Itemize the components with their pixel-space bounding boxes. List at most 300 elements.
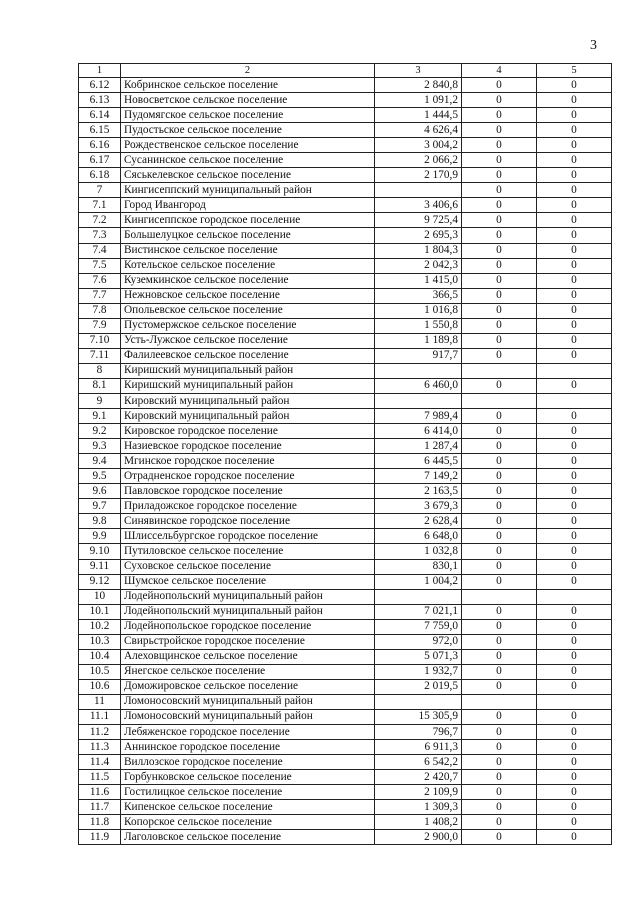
name-cell: Фалилеевское сельское поселение xyxy=(121,348,375,363)
row-number-cell: 9.10 xyxy=(79,544,121,559)
name-cell: Суховское сельское поселение xyxy=(121,559,375,574)
col4-cell: 0 xyxy=(462,78,537,93)
row-number-cell: 9.1 xyxy=(79,409,121,424)
col4-cell: 0 xyxy=(462,123,537,138)
value-cell: 3 679,3 xyxy=(375,499,462,514)
value-cell xyxy=(375,363,462,378)
value-cell: 2 840,8 xyxy=(375,78,462,93)
col5-cell: 0 xyxy=(537,78,612,93)
col5-cell: 0 xyxy=(537,228,612,243)
row-number-cell: 6.16 xyxy=(79,138,121,153)
col4-cell: 0 xyxy=(462,378,537,393)
name-cell: Доможировское сельское поселение xyxy=(121,679,375,694)
col4-cell: 0 xyxy=(462,288,537,303)
col4-cell: 0 xyxy=(462,574,537,589)
value-cell: 2 066,2 xyxy=(375,153,462,168)
col4-cell: 0 xyxy=(462,243,537,258)
col4-cell: 0 xyxy=(462,634,537,649)
table-row xyxy=(79,619,612,634)
table-row xyxy=(79,514,612,529)
table-row xyxy=(79,409,612,424)
row-number-cell: 9.5 xyxy=(79,469,121,484)
col5-cell: 0 xyxy=(537,168,612,183)
value-cell: 7 021,1 xyxy=(375,604,462,619)
name-cell: Аннинское городское поселение xyxy=(121,740,375,755)
name-cell: Шлиссельбургское городское поселение xyxy=(121,529,375,544)
col5-cell: 0 xyxy=(537,574,612,589)
col4-cell: 0 xyxy=(462,303,537,318)
col5-cell xyxy=(537,393,612,408)
table-row xyxy=(79,363,612,378)
table-body xyxy=(79,78,612,845)
value-cell: 6 648,0 xyxy=(375,529,462,544)
table-row xyxy=(79,830,612,845)
table-row xyxy=(79,649,612,664)
row-number-cell: 11.3 xyxy=(79,740,121,755)
col4-cell: 0 xyxy=(462,213,537,228)
table-row xyxy=(79,544,612,559)
row-number-cell: 11.5 xyxy=(79,770,121,785)
col5-cell: 0 xyxy=(537,213,612,228)
value-cell: 15 305,9 xyxy=(375,709,462,724)
col4-cell: 0 xyxy=(462,725,537,740)
table-row xyxy=(79,93,612,108)
value-cell: 1 804,3 xyxy=(375,243,462,258)
row-number-cell: 6.12 xyxy=(79,78,121,93)
table-row xyxy=(79,740,612,755)
col4-cell: 0 xyxy=(462,258,537,273)
col4-cell: 0 xyxy=(462,499,537,514)
value-cell: 5 071,3 xyxy=(375,649,462,664)
col4-cell: 0 xyxy=(462,348,537,363)
row-number-cell: 11.2 xyxy=(79,725,121,740)
table-row xyxy=(79,770,612,785)
col4-cell: 0 xyxy=(462,409,537,424)
row-number-cell: 7.2 xyxy=(79,213,121,228)
col5-cell: 0 xyxy=(537,138,612,153)
header-row xyxy=(79,64,612,78)
value-cell: 1 287,4 xyxy=(375,439,462,454)
row-number-cell: 8 xyxy=(79,363,121,378)
col4-cell: 0 xyxy=(462,800,537,815)
col4-cell: 0 xyxy=(462,755,537,770)
column-header: 3 xyxy=(375,64,462,78)
table-row xyxy=(79,333,612,348)
row-number-cell: 7.10 xyxy=(79,333,121,348)
name-cell: Пудомягское сельское поселение xyxy=(121,108,375,123)
name-cell: Шумское сельское поселение xyxy=(121,574,375,589)
col4-cell: 0 xyxy=(462,138,537,153)
col4-cell xyxy=(462,393,537,408)
name-cell: Ломоносовский муниципальный район xyxy=(121,694,375,709)
col4-cell: 0 xyxy=(462,454,537,469)
col4-cell: 0 xyxy=(462,649,537,664)
col5-cell: 0 xyxy=(537,649,612,664)
row-number-cell: 11.1 xyxy=(79,709,121,724)
name-cell: Сусанинское сельское поселение xyxy=(121,153,375,168)
col5-cell: 0 xyxy=(537,454,612,469)
row-number-cell: 9 xyxy=(79,393,121,408)
table-row xyxy=(79,815,612,830)
value-cell: 2 109,9 xyxy=(375,785,462,800)
name-cell: Кобринское сельское поселение xyxy=(121,78,375,93)
table-row xyxy=(79,228,612,243)
name-cell: Киришский муниципальный район xyxy=(121,378,375,393)
col5-cell: 0 xyxy=(537,664,612,679)
value-cell xyxy=(375,393,462,408)
value-cell: 2 163,5 xyxy=(375,484,462,499)
value-cell: 6 911,3 xyxy=(375,740,462,755)
table-row xyxy=(79,348,612,363)
col4-cell: 0 xyxy=(462,785,537,800)
value-cell: 972,0 xyxy=(375,634,462,649)
row-number-cell: 6.18 xyxy=(79,168,121,183)
name-cell: Кировский муниципальный район xyxy=(121,393,375,408)
value-cell: 7 759,0 xyxy=(375,619,462,634)
value-cell: 830,1 xyxy=(375,559,462,574)
row-number-cell: 7.8 xyxy=(79,303,121,318)
col4-cell: 0 xyxy=(462,559,537,574)
table-row xyxy=(79,168,612,183)
value-cell: 3 004,2 xyxy=(375,138,462,153)
col4-cell: 0 xyxy=(462,709,537,724)
col5-cell: 0 xyxy=(537,108,612,123)
name-cell: Мгинское городское поселение xyxy=(121,454,375,469)
value-cell: 2 628,4 xyxy=(375,514,462,529)
table-row xyxy=(79,574,612,589)
name-cell: Гостилицкое сельское поселение xyxy=(121,785,375,800)
row-number-cell: 10.4 xyxy=(79,649,121,664)
table-row xyxy=(79,725,612,740)
name-cell: Котельское сельское поселение xyxy=(121,258,375,273)
col4-cell: 0 xyxy=(462,830,537,845)
col5-cell: 0 xyxy=(537,318,612,333)
name-cell: Кировское городское поселение xyxy=(121,424,375,439)
column-header: 4 xyxy=(462,64,537,78)
table-row xyxy=(79,153,612,168)
table-row xyxy=(79,679,612,694)
table-row xyxy=(79,288,612,303)
page-number: 3 xyxy=(590,38,597,53)
col5-cell: 0 xyxy=(537,559,612,574)
name-cell: Свирьстройское городское поселение xyxy=(121,634,375,649)
table-row xyxy=(79,709,612,724)
row-number-cell: 9.6 xyxy=(79,484,121,499)
col5-cell: 0 xyxy=(537,153,612,168)
name-cell: Опольевское сельское поселение xyxy=(121,303,375,318)
name-cell: Вистинское сельское поселение xyxy=(121,243,375,258)
table-row xyxy=(79,424,612,439)
value-cell: 1 189,8 xyxy=(375,333,462,348)
col4-cell: 0 xyxy=(462,108,537,123)
table-row xyxy=(79,108,612,123)
col5-cell xyxy=(537,363,612,378)
row-number-cell: 9.3 xyxy=(79,439,121,454)
table-row xyxy=(79,499,612,514)
value-cell: 2 170,9 xyxy=(375,168,462,183)
col5-cell: 0 xyxy=(537,258,612,273)
value-cell: 796,7 xyxy=(375,725,462,740)
value-cell: 6 460,0 xyxy=(375,378,462,393)
name-cell: Копорское сельское поселение xyxy=(121,815,375,830)
name-cell: Сяськелевское сельское поселение xyxy=(121,168,375,183)
col5-cell: 0 xyxy=(537,273,612,288)
value-cell: 7 149,2 xyxy=(375,469,462,484)
row-number-cell: 7.3 xyxy=(79,228,121,243)
col5-cell: 0 xyxy=(537,123,612,138)
value-cell: 1 444,5 xyxy=(375,108,462,123)
table-row xyxy=(79,393,612,408)
row-number-cell: 7.1 xyxy=(79,198,121,213)
table-row xyxy=(79,664,612,679)
col4-cell xyxy=(462,589,537,604)
value-cell: 2 042,3 xyxy=(375,258,462,273)
row-number-cell: 6.17 xyxy=(79,153,121,168)
col4-cell: 0 xyxy=(462,529,537,544)
table-row xyxy=(79,303,612,318)
value-cell: 2 420,7 xyxy=(375,770,462,785)
col4-cell: 0 xyxy=(462,815,537,830)
col5-cell: 0 xyxy=(537,348,612,363)
name-cell: Рождественское сельское поселение xyxy=(121,138,375,153)
table-row xyxy=(79,318,612,333)
col4-cell: 0 xyxy=(462,770,537,785)
col5-cell: 0 xyxy=(537,183,612,198)
row-number-cell: 10.1 xyxy=(79,604,121,619)
name-cell: Большелуцкое сельское поселение xyxy=(121,228,375,243)
col5-cell: 0 xyxy=(537,243,612,258)
name-cell: Путиловское сельское поселение xyxy=(121,544,375,559)
value-cell: 1 309,3 xyxy=(375,800,462,815)
table-row xyxy=(79,559,612,574)
value-cell: 3 406,6 xyxy=(375,198,462,213)
col5-cell: 0 xyxy=(537,484,612,499)
name-cell: Куземкинское сельское поселение xyxy=(121,273,375,288)
col5-cell: 0 xyxy=(537,815,612,830)
col4-cell: 0 xyxy=(462,484,537,499)
name-cell: Кингисеппский муниципальный район xyxy=(121,183,375,198)
row-number-cell: 9.2 xyxy=(79,424,121,439)
row-number-cell: 11 xyxy=(79,694,121,709)
name-cell: Виллозское городское поселение xyxy=(121,755,375,770)
row-number-cell: 7.5 xyxy=(79,258,121,273)
table-row xyxy=(79,213,612,228)
value-cell xyxy=(375,183,462,198)
column-header: 2 xyxy=(121,64,375,78)
col5-cell: 0 xyxy=(537,679,612,694)
value-cell: 7 989,4 xyxy=(375,409,462,424)
col5-cell: 0 xyxy=(537,333,612,348)
col4-cell: 0 xyxy=(462,168,537,183)
value-cell: 1 550,8 xyxy=(375,318,462,333)
col4-cell: 0 xyxy=(462,740,537,755)
name-cell: Горбунковское сельское поселение xyxy=(121,770,375,785)
col5-cell xyxy=(537,589,612,604)
row-number-cell: 7.4 xyxy=(79,243,121,258)
value-cell: 6 542,2 xyxy=(375,755,462,770)
value-cell: 1 415,0 xyxy=(375,273,462,288)
col4-cell: 0 xyxy=(462,679,537,694)
value-cell: 2 019,5 xyxy=(375,679,462,694)
value-cell: 1 016,8 xyxy=(375,303,462,318)
col5-cell: 0 xyxy=(537,93,612,108)
row-number-cell: 11.8 xyxy=(79,815,121,830)
row-number-cell: 7.6 xyxy=(79,273,121,288)
row-number-cell: 11.7 xyxy=(79,800,121,815)
name-cell: Пустомержское сельское поселение xyxy=(121,318,375,333)
col5-cell: 0 xyxy=(537,409,612,424)
name-cell: Лодейнопольское городское поселение xyxy=(121,619,375,634)
table-row xyxy=(79,258,612,273)
name-cell: Новосветское сельское поселение xyxy=(121,93,375,108)
name-cell: Город Ивангород xyxy=(121,198,375,213)
col4-cell: 0 xyxy=(462,664,537,679)
name-cell: Лаголовское сельское поселение xyxy=(121,830,375,845)
value-cell: 1 408,2 xyxy=(375,815,462,830)
table-row xyxy=(79,138,612,153)
name-cell: Ломоносовский муниципальный район xyxy=(121,709,375,724)
col4-cell: 0 xyxy=(462,93,537,108)
col4-cell: 0 xyxy=(462,333,537,348)
row-number-cell: 7.7 xyxy=(79,288,121,303)
table-row xyxy=(79,378,612,393)
table-row xyxy=(79,800,612,815)
value-cell: 917,7 xyxy=(375,348,462,363)
col5-cell: 0 xyxy=(537,770,612,785)
table-row xyxy=(79,694,612,709)
col5-cell: 0 xyxy=(537,303,612,318)
col5-cell: 0 xyxy=(537,619,612,634)
table-row xyxy=(79,243,612,258)
column-header: 5 xyxy=(537,64,612,78)
value-cell: 6 414,0 xyxy=(375,424,462,439)
col5-cell: 0 xyxy=(537,740,612,755)
col4-cell: 0 xyxy=(462,183,537,198)
value-cell xyxy=(375,694,462,709)
col5-cell: 0 xyxy=(537,198,612,213)
row-number-cell: 9.9 xyxy=(79,529,121,544)
row-number-cell: 6.15 xyxy=(79,123,121,138)
row-number-cell: 10 xyxy=(79,589,121,604)
col5-cell: 0 xyxy=(537,725,612,740)
row-number-cell: 9.8 xyxy=(79,514,121,529)
col5-cell: 0 xyxy=(537,499,612,514)
col5-cell: 0 xyxy=(537,529,612,544)
table-row xyxy=(79,454,612,469)
row-number-cell: 9.12 xyxy=(79,574,121,589)
column-header: 1 xyxy=(79,64,121,78)
col4-cell: 0 xyxy=(462,604,537,619)
value-cell: 1 004,2 xyxy=(375,574,462,589)
value-cell: 1 091,2 xyxy=(375,93,462,108)
value-cell xyxy=(375,589,462,604)
name-cell: Кингисеппское городское поселение xyxy=(121,213,375,228)
table-row xyxy=(79,198,612,213)
col5-cell: 0 xyxy=(537,830,612,845)
value-cell: 2 900,0 xyxy=(375,830,462,845)
col4-cell xyxy=(462,363,537,378)
name-cell: Приладожское городское поселение xyxy=(121,499,375,514)
col5-cell: 0 xyxy=(537,755,612,770)
row-number-cell: 7.9 xyxy=(79,318,121,333)
name-cell: Лодейнопольский муниципальный район xyxy=(121,589,375,604)
row-number-cell: 10.6 xyxy=(79,679,121,694)
row-number-cell: 11.9 xyxy=(79,830,121,845)
col4-cell: 0 xyxy=(462,514,537,529)
name-cell: Отрадненское городское поселение xyxy=(121,469,375,484)
name-cell: Лодейнопольский муниципальный район xyxy=(121,604,375,619)
row-number-cell: 10.2 xyxy=(79,619,121,634)
name-cell: Кипенское сельское поселение xyxy=(121,800,375,815)
row-number-cell: 9.7 xyxy=(79,499,121,514)
row-number-cell: 6.14 xyxy=(79,108,121,123)
name-cell: Киришский муниципальный район xyxy=(121,363,375,378)
col5-cell: 0 xyxy=(537,800,612,815)
name-cell: Янегское сельское поселение xyxy=(121,664,375,679)
table-row xyxy=(79,183,612,198)
table-row xyxy=(79,604,612,619)
col4-cell: 0 xyxy=(462,198,537,213)
col4-cell: 0 xyxy=(462,273,537,288)
name-cell: Пудостьское сельское поселение xyxy=(121,123,375,138)
row-number-cell: 6.13 xyxy=(79,93,121,108)
row-number-cell: 10.5 xyxy=(79,664,121,679)
value-cell: 9 725,4 xyxy=(375,213,462,228)
name-cell: Лебяженское городское поселение xyxy=(121,725,375,740)
row-number-cell: 8.1 xyxy=(79,378,121,393)
name-cell: Кировский муниципальный район xyxy=(121,409,375,424)
table-row xyxy=(79,78,612,93)
col5-cell: 0 xyxy=(537,709,612,724)
col5-cell: 0 xyxy=(537,424,612,439)
col4-cell: 0 xyxy=(462,318,537,333)
table-row xyxy=(79,439,612,454)
col5-cell xyxy=(537,694,612,709)
col5-cell: 0 xyxy=(537,634,612,649)
table-row xyxy=(79,529,612,544)
col5-cell: 0 xyxy=(537,439,612,454)
col5-cell: 0 xyxy=(537,604,612,619)
name-cell: Назиевское городское поселение xyxy=(121,439,375,454)
table-row xyxy=(79,634,612,649)
allocation-table xyxy=(78,63,612,845)
row-number-cell: 10.3 xyxy=(79,634,121,649)
value-cell: 1 032,8 xyxy=(375,544,462,559)
table-row xyxy=(79,589,612,604)
col5-cell: 0 xyxy=(537,288,612,303)
col4-cell: 0 xyxy=(462,228,537,243)
row-number-cell: 7 xyxy=(79,183,121,198)
name-cell: Синявинское городское поселение xyxy=(121,514,375,529)
col5-cell: 0 xyxy=(537,514,612,529)
name-cell: Нежновское сельское поселение xyxy=(121,288,375,303)
name-cell: Усть-Лужское сельское поселение xyxy=(121,333,375,348)
col4-cell: 0 xyxy=(462,153,537,168)
col5-cell: 0 xyxy=(537,785,612,800)
col4-cell: 0 xyxy=(462,424,537,439)
table-row xyxy=(79,469,612,484)
table-row xyxy=(79,755,612,770)
table-row xyxy=(79,123,612,138)
col4-cell: 0 xyxy=(462,544,537,559)
row-number-cell: 11.6 xyxy=(79,785,121,800)
col4-cell xyxy=(462,694,537,709)
col4-cell: 0 xyxy=(462,619,537,634)
table-row xyxy=(79,484,612,499)
value-cell: 366,5 xyxy=(375,288,462,303)
name-cell: Алеховщинское сельское поселение xyxy=(121,649,375,664)
name-cell: Павловское городское поселение xyxy=(121,484,375,499)
